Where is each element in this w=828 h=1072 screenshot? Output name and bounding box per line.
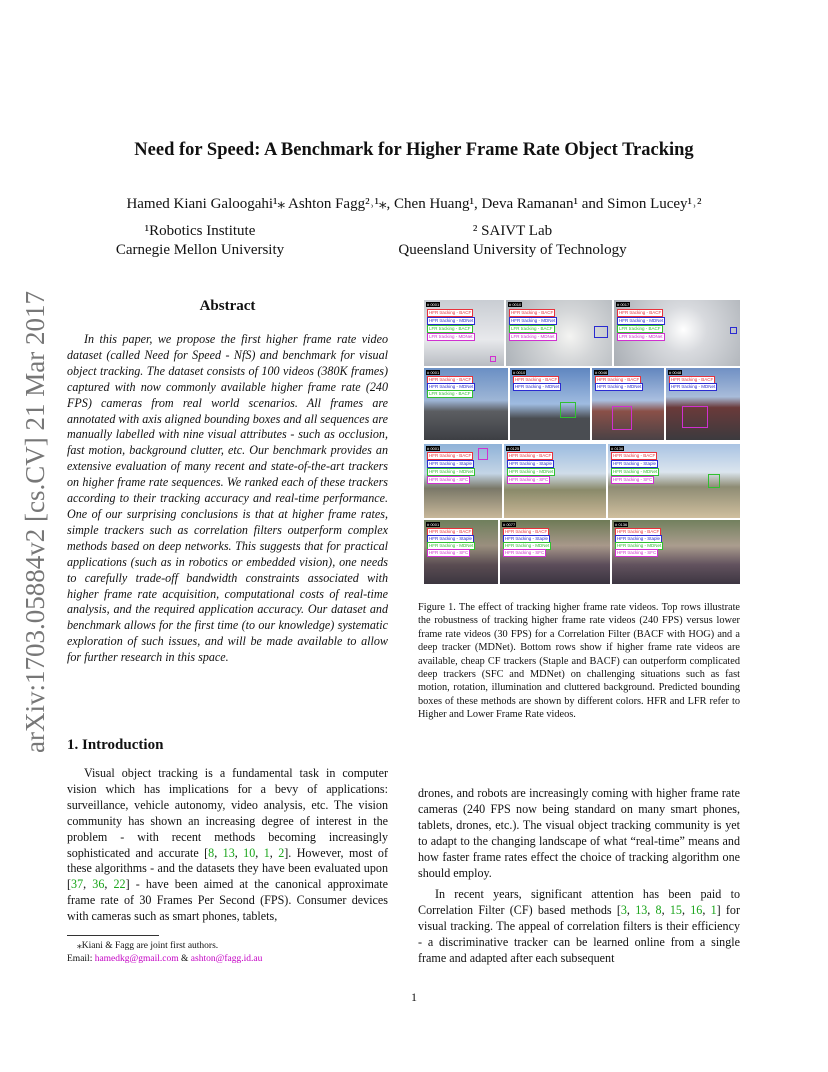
section-heading-introduction: 1. Introduction: [67, 737, 164, 753]
legend-label-lfr-mdnet: LFR tracking - MDNet: [619, 334, 663, 339]
legend-label-hfr-staple: HFR tracking - Staple: [429, 461, 473, 466]
email-label: Email:: [67, 954, 95, 964]
body-text: ] for visual tracking. The appeal of correlation filters is their efficiency - a discriminative tracker can be learned online from a single frame and adapted after each subsequent: [418, 903, 740, 966]
bounding-box: [594, 326, 608, 338]
citation-link[interactable]: 10: [243, 845, 256, 860]
email-link[interactable]: hamedkg@gmail.com: [94, 954, 179, 964]
legend-label-hfr-bacf: HFR tracking - BACF: [429, 377, 472, 382]
frame-tile: [504, 444, 606, 518]
citation-link[interactable]: 13: [222, 845, 235, 860]
frame-tile: [666, 368, 740, 440]
abstract-text: In this paper, we propose the first higher frame rate video dataset (called Need for Speed - NfS) and benchmark for visual object tracking. The dataset consists of 100 videos (380K frames) captured with now commonly available higher frame rate (240 FPS) cameras from real world scenarios. All frames are annotated with axis aligned bounding boxes and all sequences are manually labelled with nine visual attributes - such as occlusion, fast motion, background clutter, etc. Our benchmark provides an extensive evaluation of many recent and state-of-the-art trackers on higher frame rate sequences. We ranked each of these trackers according to their tracking accuracy and real-time performance. One of our surprising conclusions is that at higher frame rates, simple trackers such as correlation filters outperform complex methods based on deep networks. This suggests that for practical applications (such as in robotics or embedded vision), one needs to carefully trade-off bandwidth constraints associated with higher frame rate acquisition, computational costs of real-time analysis, and the required application accuracy. Our dataset and benchmark allows for the first time (to our knowledge) systematic exploration of such issues, and will be made available to allow for further research in this space.: [67, 332, 388, 665]
frame-tile: [506, 300, 612, 366]
legend-label-lfr-bacf: LFR tracking - BACF: [619, 326, 661, 331]
legend-label-hfr-sfc: HFR tracking - SFC: [617, 550, 657, 555]
bounding-box: [730, 327, 737, 334]
legend-label-hfr-mdnet: HFR tracking - MDNet: [617, 543, 662, 548]
footnote-email-line: [67, 953, 388, 966]
paper-title: Need for Speed: A Benchmark for Higher Frame Rate Object Tracking: [134, 140, 694, 160]
legend-label-hfr-bacf: HFR tracking - BACF: [619, 310, 662, 315]
email-link[interactable]: ashton@fagg.id.au: [190, 954, 263, 964]
legend-label-hfr-mdnet: HFR tracking - MDNet: [429, 543, 474, 548]
citation-link[interactable]: 36: [92, 877, 105, 892]
footnote-divider: [67, 935, 159, 936]
affiliation-qut: [395, 222, 630, 260]
author-list: Hamed Kiani Galoogahi¹⁎ Ashton Fagg²˒¹⁎, Chen Huang¹, Deva Ramanan¹ and Simon Lucey¹˒²: [126, 196, 702, 212]
arxiv-margin: [14, 278, 54, 758]
intro-text: ]. However, most of these algorithms - and the datasets they have been evaluated upon [: [67, 845, 388, 892]
legend-label-hfr-staple: HFR tracking - Staple: [429, 536, 473, 541]
legend-label-hfr-mdnet: HFR tracking - MDNet: [619, 318, 664, 323]
figure-1-caption: Figure 1. The effect of tracking higher frame rate videos. Top rows illustrate the robustness of tracking higher frame rate videos (240 FPS) versus lower frame rate videos (30 FPS) for a Correlation Filter (BACF with HOG) and a deep tracker (MDNet). Bottom rows show if higher frame rate videos are available, cheap CF trackers (Staple and BACF) can outperform complicated deep trackers (SFC and MDNet) on challenging situations such as fast motion, rotation, illumination and cluttered background. Predicted bounding boxes of these methods are shown by different colors. HFR and LFR refer to Higher and Lower Frame Rate videos.: [418, 602, 740, 721]
legend-label-hfr-mdnet: HFR tracking - MDNet: [429, 318, 474, 323]
legend-label-hfr-bacf: HFR tracking - BACF: [509, 453, 552, 458]
frame-number: # 0136: [611, 446, 624, 451]
arxiv-identifier[interactable]: arXiv:1703.05884v2 [cs.CV] 21 Mar 2017: [20, 291, 50, 753]
footnote-joint-authors: ⁎Kiani & Fagg are joint first authors.: [77, 941, 219, 951]
citation-link[interactable]: 8: [208, 845, 215, 860]
citation-link[interactable]: 3: [620, 903, 627, 918]
abstract-heading: Abstract: [199, 298, 256, 314]
email-separator: &: [178, 954, 191, 964]
legend-label-hfr-bacf: HFR tracking - BACF: [617, 529, 660, 534]
frame-tile: [424, 300, 504, 366]
frame-tile: [500, 520, 610, 584]
citation-link[interactable]: 37: [71, 877, 84, 892]
frame-tile: [608, 444, 740, 518]
frame-number: # 0136: [615, 522, 628, 527]
frame-tile: [510, 368, 590, 440]
legend-label-hfr-sfc: HFR tracking - SFC: [429, 550, 469, 555]
bounding-box: [708, 474, 720, 488]
legend-label-hfr-bacf: HFR tracking - BACF: [597, 377, 640, 382]
legend-label-hfr-mdnet: HFR tracking - MDNet: [429, 469, 474, 474]
frame-number: # 0010: [513, 370, 526, 375]
body-paragraph: In recent years, significant attention has been paid to Correlation Filter (CF) based methods [3, 13, 8, 15, 16, 1] for visual tracking. The appeal of correlation filters is their efficiency - a discriminative tracker can be learned online from a single frame and adapted after each subsequent: [418, 887, 740, 966]
legend-label-lfr-bacf: LFR tracking - BACF: [511, 326, 553, 331]
introduction-paragraph: Visual object tracking is a fundamental task in computer vision which has implications for a bevy of applications: surveillance, vehicle autonomy, video analysis, etc. The vision community has shown an increasing degree of interest in the problem - with recent methods becoming increasingly sophisticated and accurate [8, 13, 10, 1, 2]. However, most of these algorithms - and the datasets they have been evaluated upon [37, 36, 22] - have been aimed at the canonical approximate frame rate of 30 Frames Per Second (FPS). Consumer devices with cameras such as smart phones, tablets,: [67, 766, 389, 924]
frame-number: # 0010: [509, 302, 522, 307]
legend-label-hfr-staple: HFR tracking - Staple: [613, 461, 657, 466]
body-text: In recent years, significant attention has been paid to Correlation Filter (CF) based methods [: [418, 887, 740, 918]
affiliation-line: Carnegie Mellon University: [115, 242, 285, 258]
citation-link[interactable]: 1: [710, 903, 717, 918]
citation-link[interactable]: 13: [635, 903, 648, 918]
legend-label-hfr-staple: HFR tracking - Staple: [617, 536, 661, 541]
legend-label-hfr-bacf: HFR tracking - BACF: [505, 529, 548, 534]
citation-link[interactable]: 22: [113, 877, 126, 892]
citation-link[interactable]: 1: [263, 845, 270, 860]
legend-label-hfr-bacf: HFR tracking - BACF: [515, 377, 558, 382]
citation-link[interactable]: 15: [669, 903, 682, 918]
frame-tile: [424, 368, 508, 440]
frame-number: # 0048: [669, 370, 682, 375]
legend-label-hfr-bacf: HFR tracking - BACF: [613, 453, 656, 458]
legend-label-hfr-mdnet: HFR tracking - MDNet: [429, 384, 474, 389]
legend-label-hfr-bacf: HFR tracking - BACF: [429, 529, 472, 534]
bounding-box: [490, 356, 496, 362]
citation-link[interactable]: 16: [690, 903, 703, 918]
citation-link[interactable]: 8: [655, 903, 662, 918]
intro-text: ] - have been aimed at the canonical approximate frame rate of 30 Frames Per Second (FPS). Consumer devices with cameras such as smart phones, tablets,: [67, 877, 389, 924]
legend-label-hfr-mdnet: HFR tracking - MDNet: [671, 384, 716, 389]
legend-label-hfr-sfc: HFR tracking - SFC: [429, 477, 469, 482]
frame-number: # 0001: [427, 446, 440, 451]
legend-label-hfr-staple: HFR tracking - Staple: [509, 461, 553, 466]
frame-tile: [592, 368, 664, 440]
legend-label-hfr-mdnet: HFR tracking - MDNet: [597, 384, 642, 389]
legend-label-hfr-bacf: HFR tracking - BACF: [429, 310, 472, 315]
frame-number: # 0001: [427, 302, 440, 307]
legend-label-hfr-staple: HFR tracking - Staple: [505, 536, 549, 541]
legend-label-hfr-mdnet: HFR tracking - MDNet: [515, 384, 560, 389]
frame-number: # 0077: [503, 522, 516, 527]
affiliation-line: Queensland University of Technology: [398, 242, 627, 258]
figure-1-tracking-examples: [418, 298, 742, 586]
page-number: 1: [411, 990, 417, 1004]
legend-label-hfr-sfc: HFR tracking - SFC: [505, 550, 545, 555]
legend-label-hfr-mdnet: HFR tracking - MDNet: [509, 469, 554, 474]
legend-label-lfr-bacf: LFR tracking - BACF: [429, 391, 471, 396]
legend-label-hfr-sfc: HFR tracking - SFC: [509, 477, 549, 482]
body-paragraph: drones, and robots are increasingly coming with higher frame rate cameras (240 FPS now being standard on many smart phones, tablets, drones, etc.). The visual object tracking community is yet to adapt to the changing landscape of what “real-time” means and how faster frame rates effect the choice of tracking algorithm one should employ.: [418, 786, 740, 880]
legend-label-lfr-bacf: LFR tracking - BACF: [429, 326, 471, 331]
legend-label-hfr-sfc: HFR tracking - SFC: [613, 477, 653, 482]
frame-number: # 0001: [427, 522, 440, 527]
frame-tile: [614, 300, 740, 366]
intro-text: Visual object tracking is a fundamental task in computer vision which has implications for a bevy of applications: surveillance, vehicle autonomy, video analysis, etc. The vision community has shown an increasing degree of interest in the problem - with recent methods becoming increasingly sophisticated and accurate [: [67, 766, 388, 860]
affiliation-cmu: [70, 222, 330, 260]
legend-label-lfr-mdnet: LFR tracking - MDNet: [429, 334, 473, 339]
frame-number: # 0046: [595, 370, 608, 375]
bounding-box: [560, 402, 576, 418]
frame-number: # 0001: [427, 370, 440, 375]
footnote: [67, 940, 388, 966]
frame-number: # 0017: [617, 302, 630, 307]
bounding-box: [682, 406, 708, 428]
legend-label-lfr-mdnet: LFR tracking - MDNet: [511, 334, 555, 339]
frame-tile: [612, 520, 740, 584]
legend-label-hfr-bacf: HFR tracking - BACF: [429, 453, 472, 458]
frame-tile: [424, 444, 502, 518]
frame-tile: [424, 520, 498, 584]
citation-link[interactable]: 2: [278, 845, 285, 860]
bounding-box: [478, 448, 488, 460]
legend-label-hfr-mdnet: HFR tracking - MDNet: [505, 543, 550, 548]
affiliation-line: ² SAIVT Lab: [472, 223, 553, 239]
legend-label-hfr-bacf: HFR tracking - BACF: [511, 310, 554, 315]
legend-label-hfr-mdnet: HFR tracking - MDNet: [511, 318, 556, 323]
bounding-box: [612, 406, 632, 430]
affiliation-line: ¹Robotics Institute: [144, 223, 256, 239]
legend-label-hfr-mdnet: HFR tracking - MDNet: [613, 469, 658, 474]
frame-number: # 0125: [507, 446, 520, 451]
right-column-text: [418, 786, 740, 973]
legend-label-hfr-bacf: HFR tracking - BACF: [671, 377, 714, 382]
